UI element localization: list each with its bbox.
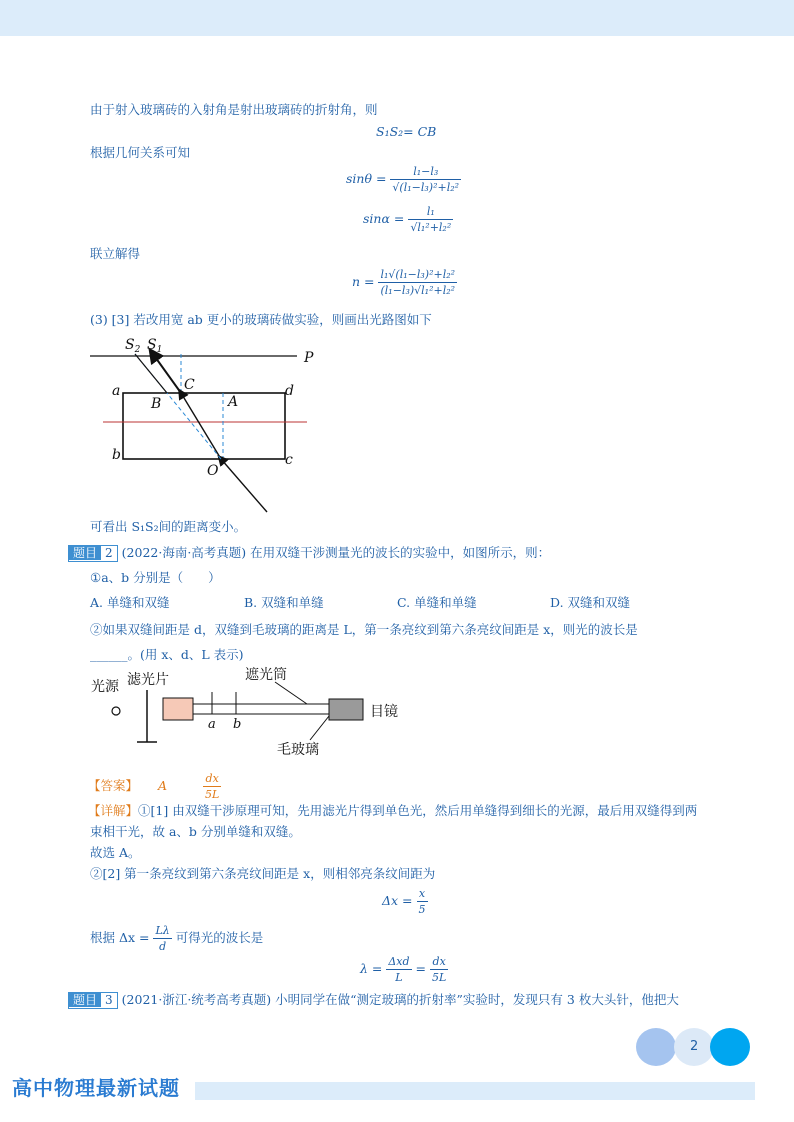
denominator: 5L — [432, 971, 447, 984]
option-c: C. 单缝和单缝 — [397, 595, 477, 610]
equals: = — [415, 961, 427, 976]
tag-number: 3 — [105, 993, 113, 1007]
label-frosted-glass: 毛玻璃 — [277, 742, 319, 758]
equation-n — [352, 268, 457, 297]
label-b: b — [112, 447, 121, 463]
tag-label: 题目 — [69, 546, 101, 560]
detail-label: 【详解】 — [88, 803, 139, 818]
circle-decoration — [636, 1028, 676, 1066]
equation-delta-x — [382, 887, 428, 916]
question-tag — [68, 992, 118, 1009]
circle-decoration — [710, 1028, 750, 1066]
text-line: 由于射入玻璃砖的入射角是射出玻璃砖的折射角，则 — [90, 102, 378, 117]
text-line: 可看出 S₁S₂间的距离变小。 — [90, 519, 247, 534]
eq-lhs: λ = — [360, 961, 383, 976]
answer-label: 【答案】 — [88, 778, 139, 793]
detail-line-3: 故选 A。 — [90, 845, 141, 860]
answer-part2 — [203, 772, 221, 801]
label-b: b — [233, 717, 242, 732]
question-2-header — [68, 544, 550, 562]
numerator: l₁−l₃ — [390, 165, 461, 180]
fraction — [390, 165, 461, 194]
label-s2: $S_2$ — [125, 337, 141, 355]
label-filter: 滤光片 — [127, 672, 169, 688]
label-light-source: 光源 — [91, 679, 119, 695]
fraction — [417, 887, 428, 916]
option-a: A. 单缝和双缝 — [90, 595, 170, 610]
numerator: l₁ — [408, 205, 453, 220]
light-path-diagram — [85, 332, 325, 522]
equation-sin-alpha — [363, 205, 453, 234]
tag-number: 2 — [105, 546, 113, 560]
fraction — [153, 924, 171, 953]
eq-lhs: sinθ = — [346, 171, 387, 186]
label-p: P — [304, 350, 314, 366]
text-line: 根据几何关系可知 — [90, 145, 191, 160]
numerator: l₁√(l₁−l₃)²+l₂² — [380, 268, 456, 281]
fraction — [430, 955, 448, 984]
denominator: L — [395, 971, 403, 984]
eyepiece-block — [329, 699, 363, 720]
footer-band — [195, 1082, 755, 1100]
label-a: a — [208, 717, 216, 732]
equation-sin-theta — [346, 165, 461, 194]
question-text: (2021·浙江·统考高考真题) 小明同学在做“测定玻璃的折射率”实验时，发现只有 3 枚大头针，他把大 — [121, 992, 679, 1007]
option-d: D. 双缝和双缝 — [550, 595, 631, 610]
text-line: (3) [3] 若改用宽 ab 更小的玻璃砖做实验，则画出光路图如下 — [90, 312, 432, 327]
old-exit-ray — [135, 354, 167, 393]
detail-text: ①[1] 由双缝干涉原理可知，先用滤光片得到单色光，然后用单缝得到细长的光源，最后用双缝得到两 — [138, 803, 698, 818]
label-d: d — [285, 383, 294, 399]
text: 根据 Δx = — [90, 930, 150, 945]
detail-line-1 — [88, 802, 697, 820]
denominator: 5 — [418, 903, 426, 916]
equation-s1s2: S₁S₂= CB — [376, 124, 437, 139]
numerator: Δxd — [388, 955, 410, 968]
fraction — [408, 205, 453, 234]
glass-brick — [123, 393, 285, 459]
light-source-icon — [112, 707, 120, 715]
numerator: x — [417, 887, 428, 902]
label-a: a — [112, 383, 121, 399]
question-2-part1: ①a、b 分别是（ ） — [90, 570, 221, 585]
fraction — [378, 268, 457, 297]
page-number: 2 — [690, 1039, 699, 1054]
answer-line — [88, 772, 221, 801]
fraction — [386, 955, 411, 984]
eq-lhs: n = — [352, 274, 375, 289]
detail-line-2: 束相干光，故 a、b 分别单缝和双缝。 — [90, 824, 301, 839]
equation-lambda — [360, 955, 448, 984]
numerator: dx — [203, 772, 221, 787]
label-A: A — [228, 394, 239, 410]
detail-line-5 — [90, 924, 263, 953]
text: 可得光的波长是 — [175, 930, 264, 945]
header-band — [0, 0, 794, 36]
exit-ray — [153, 354, 181, 393]
incident-ray — [221, 459, 267, 512]
question-2-part2-cont — [90, 646, 244, 664]
instruction: 。(用 x、d、L 表示) — [127, 647, 244, 662]
denominator: √(l₁−l₃)²+l₂² — [392, 181, 460, 194]
question-2-part2: ②如果双缝间距是 d，双缝到毛玻璃的距离是 L，第一条亮纹到第六条亮纹间距是 x，则光的波长是 — [90, 622, 638, 637]
text-line: 联立解得 — [90, 246, 141, 261]
detail-line-4: ②[2] 第一条亮纹到第六条亮纹间距是 x，则相邻亮条纹间距为 — [90, 866, 436, 881]
eq-lhs: sinα = — [363, 211, 405, 226]
leader-shade-tube — [275, 682, 307, 704]
eq-lhs: Δx = — [382, 893, 413, 908]
numerator: dx — [430, 955, 448, 970]
label-c: c — [285, 452, 293, 468]
denominator: (l₁−l₃)√l₁²+l₂² — [380, 284, 456, 297]
brand-logo: 高中物理最新试题 — [12, 1076, 180, 1100]
label-eyepiece: 目镜 — [370, 704, 398, 720]
label-O: O — [207, 463, 219, 479]
leader-frosted-glass — [310, 716, 329, 740]
label-B: B — [151, 396, 162, 412]
tag-label: 题目 — [69, 993, 101, 1007]
answer-part1: A — [158, 778, 168, 793]
question-tag — [68, 545, 118, 562]
denominator: √l₁²+l₂² — [410, 221, 452, 234]
denominator: d — [159, 940, 167, 953]
label-shade-tube: 遮光筒 — [245, 667, 287, 683]
numerator: Lλ — [155, 924, 170, 937]
answer-blank: ______ — [90, 647, 128, 662]
question-text: (2022·海南·高考真题) 在用双缝干涉测量光的波长的实验中，如图所示，则： — [121, 545, 551, 560]
filter-block — [163, 698, 193, 720]
option-b: B. 双缝和单缝 — [244, 595, 324, 610]
label-s1: $S_1$ — [147, 337, 163, 355]
refracted-ray — [181, 393, 221, 459]
question-3-header — [68, 991, 679, 1009]
label-C: C — [184, 377, 195, 393]
denominator: 5L — [205, 788, 220, 801]
double-slit-apparatus — [85, 664, 430, 764]
